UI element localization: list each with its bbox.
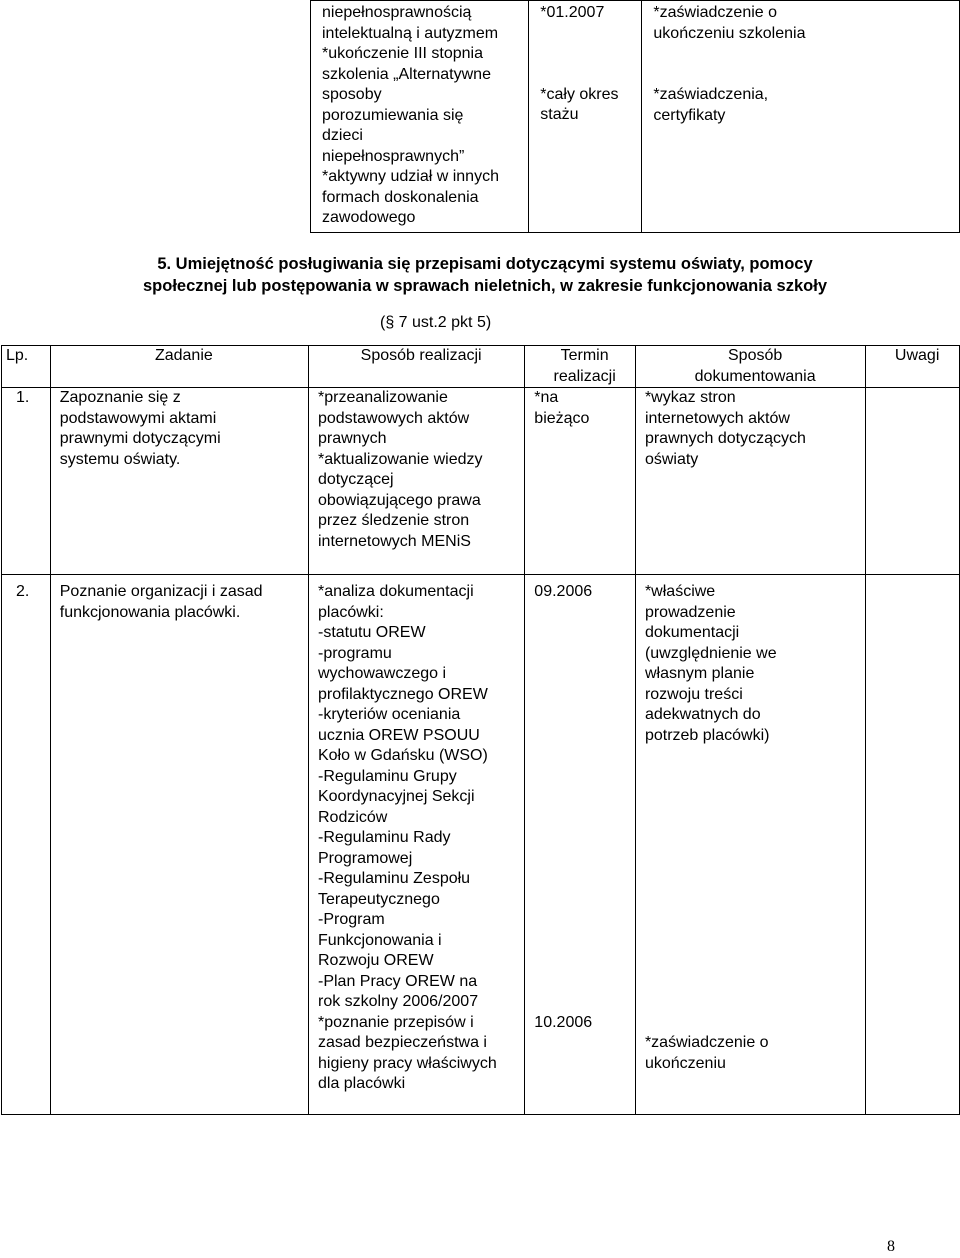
text-line: formach doskonalenia — [322, 188, 479, 206]
text-line: -Program — [317, 911, 385, 928]
text-line: rozwoju treści — [644, 685, 743, 703]
row2-termin — [525, 575, 636, 1115]
text-line: -programu — [317, 644, 392, 662]
text-line: *aktualizowanie wiedzy — [317, 450, 483, 468]
text-line: -statutu OREW — [317, 624, 426, 641]
text-line: internetowych MENiS — [317, 532, 471, 550]
row1-termin — [525, 388, 636, 575]
text-line: funkcjonowania placówki. — [59, 603, 241, 621]
text-line: rok szkolny 2006/2007 — [317, 993, 479, 1010]
table-row — [311, 1, 960, 233]
text-line: *zaświadczenie o — [644, 1034, 769, 1051]
text-line: szkolenia „Alternatywne — [322, 65, 491, 83]
section-reference: (§ 7 ust.2 pkt 5) — [380, 314, 492, 331]
header-termin — [525, 346, 636, 388]
text-line: -Regulaminu Rady — [317, 829, 451, 846]
text-line: prowadzenie — [644, 603, 736, 621]
text-line: *na — [534, 389, 559, 406]
text-line: internetowych aktów — [644, 409, 790, 427]
text-line: przez śledzenie stron — [317, 512, 470, 529]
table-row — [2, 575, 960, 1115]
text-line: ukończeniu — [644, 1054, 726, 1072]
text-line: prawnymi dotyczącymi — [59, 430, 221, 447]
row2-uwagi — [866, 575, 960, 1115]
text-line: realizacji — [553, 367, 616, 385]
text-line: *poznanie przepisów i — [317, 1013, 474, 1031]
text-line: niepełnosprawnych” — [322, 147, 465, 165]
text-line: *ukończenie III stopnia — [322, 45, 483, 62]
header-sposob-realizacji: Sposób realizacji — [308, 346, 524, 388]
text-line: *właściwe — [644, 583, 716, 600]
text-line: niepełnosprawnością — [322, 4, 472, 21]
row2-zadanie — [50, 575, 308, 1115]
top-table — [310, 0, 960, 233]
top-cell-task — [311, 1, 529, 233]
top-cell-term — [529, 1, 642, 233]
text-line: systemu oświaty. — [59, 450, 181, 468]
text-line: bieżąco — [534, 409, 590, 427]
text-line: oświaty — [644, 450, 699, 468]
text-line: *zaświadczenie o — [653, 4, 778, 21]
header-lp: Lp. — [2, 346, 51, 388]
text-line: higieny pracy właściwych — [317, 1054, 497, 1072]
text-line: Rozwoju OREW — [317, 952, 434, 969]
text-line: -Regulaminu Grupy — [317, 767, 457, 785]
text-line: -Plan Pracy OREW na — [317, 972, 478, 990]
header-sposob-dokumentowania — [635, 346, 865, 388]
text-line: potrzeb placówki) — [644, 726, 770, 744]
text-line: certyfikaty — [653, 106, 726, 124]
text-line: profilaktycznego OREW — [317, 685, 488, 703]
text-line: ucznia OREW PSOUU — [317, 726, 480, 744]
text-line: ukończeniu szkolenia — [653, 24, 806, 42]
text-line: intelektualną i autyzmem — [322, 24, 499, 42]
row2-lp: 2. — [2, 575, 51, 1115]
text-line: Zapoznanie się z — [59, 389, 181, 406]
text-line: 10.2006 — [534, 1013, 593, 1031]
text-line: Termin — [560, 347, 609, 364]
section-heading — [40, 253, 930, 297]
top-cell-doc — [642, 1, 960, 233]
text-line: własnym planie — [644, 665, 755, 682]
row1-sposob — [308, 388, 524, 575]
text-line: prawnych dotyczących — [644, 430, 806, 447]
text-line: Koło w Gdańsku (WSO) — [317, 747, 488, 764]
text-line: dotyczącej — [317, 471, 394, 488]
text-line: wychowawczego i — [317, 665, 447, 682]
table-row — [2, 388, 960, 575]
row1-uwagi — [866, 388, 960, 575]
text-line: *zaświadczenia, — [653, 86, 769, 103]
text-line: adekwatnych do — [644, 706, 761, 723]
row1-dokumentowanie — [635, 388, 865, 575]
text-line: (uwzględnienie we — [644, 644, 777, 662]
text-line: *przeanalizowanie — [317, 389, 448, 406]
text-line: podstawowych aktów — [317, 409, 470, 427]
text-line: sposoby — [322, 86, 382, 103]
text-line: dokumentacji — [644, 624, 740, 641]
tasks-table — [1, 345, 960, 1115]
text-line: zasad bezpieczeństwa i — [317, 1034, 487, 1051]
row2-sposob — [308, 575, 524, 1115]
header-row — [2, 346, 960, 388]
heading-line-2: społecznej lub postępowania w sprawach nieletnich, w zakresie funkcjonowania szkoły — [142, 277, 828, 295]
text-line: Sposób — [728, 347, 783, 364]
text-line: obowiązującego prawa — [317, 491, 481, 509]
text-line: Poznanie organizacji i zasad — [59, 583, 263, 600]
text-line: *01.2007 — [540, 4, 605, 21]
text-line: Terapeutycznego — [317, 890, 440, 908]
row1-zadanie — [50, 388, 308, 575]
text-line: -kryteriów oceniania — [317, 706, 461, 723]
text-line: zawodowego — [322, 209, 416, 226]
text-line: porozumiewania się — [322, 106, 464, 124]
text-line: dla placówki — [317, 1075, 406, 1092]
text-line: prawnych — [317, 430, 387, 447]
text-line: *analiza dokumentacji — [317, 583, 474, 600]
header-zadanie: Zadanie — [50, 346, 308, 388]
text-line: -Regulaminu Zespołu — [317, 870, 471, 887]
text-line: Koordynacyjnej Sekcji — [317, 788, 475, 805]
text-line: dokumentowania — [694, 367, 816, 385]
text-line: stażu — [540, 106, 579, 123]
row1-lp: 1. — [2, 388, 51, 575]
text-line: *aktywny udział w innych — [322, 168, 499, 185]
text-line: dzieci — [322, 127, 363, 144]
text-line: *wykaz stron — [644, 389, 736, 406]
text-line: *cały okres — [540, 85, 619, 103]
page-number: 8 — [887, 1238, 895, 1255]
row2-dokumentowanie — [635, 575, 865, 1115]
text-line: podstawowymi aktami — [59, 409, 217, 427]
text-line: Rodziców — [317, 808, 388, 826]
text-line: 09.2006 — [534, 583, 593, 600]
heading-line-1: 5. Umiejętność posługiwania się przepisami dotyczącymi systemu oświaty, pomocy — [157, 255, 813, 273]
text-line: Funkcjonowania i — [317, 931, 442, 949]
header-uwagi: Uwagi — [866, 346, 960, 388]
text-line: placówki: — [317, 603, 384, 621]
text-line: Programowej — [317, 849, 413, 867]
